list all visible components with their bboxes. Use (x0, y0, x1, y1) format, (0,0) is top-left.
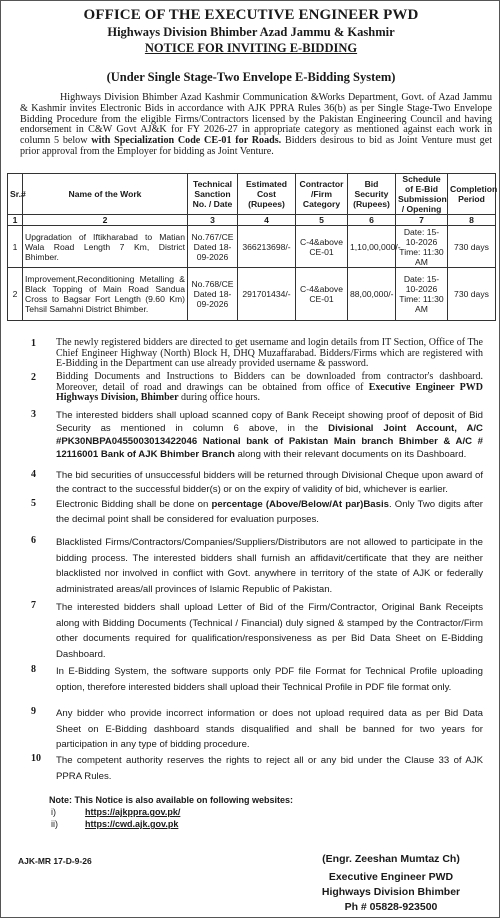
phone-number: Ph # 05828-923500 (344, 901, 438, 913)
reference-number: AJK-MR 17-D-9-26 (18, 856, 92, 866)
works-table (7, 173, 496, 321)
serial-cell: 1 (8, 226, 23, 268)
office-title: OFFICE OF THE EXECUTIVE ENGINEER PWD (83, 7, 419, 23)
table-header-row (8, 174, 496, 215)
security-cell: 88,00,000/- (348, 268, 396, 321)
header-cell: Estimated Cost (Rupees) (238, 174, 296, 215)
notice-title: NOTICE FOR INVITING E-BIDDING (144, 41, 358, 55)
header-cell: Sr.# (8, 174, 23, 215)
header-cell: Technical Sanction No. / Date (188, 174, 238, 215)
sanction-cell: No.768/CE Dated 18-09-2026 (188, 268, 238, 321)
division-title: Highways Division Bhimber Azad Jammu & Kashmir (107, 25, 395, 39)
header-cell: Bid Security (Rupees) (348, 174, 396, 215)
table-row (8, 226, 496, 268)
serial-cell: 2 (8, 268, 23, 321)
signatory-name: (Engr. Zeeshan Mumtaz Ch) (322, 853, 460, 865)
category-cell: C-4&above CE-01 (296, 226, 348, 268)
work-name-cell: Upgradation of Iftikharabad to Matian Wala Road Length 7 Km, District Bhimber. (23, 226, 188, 268)
system-subtitle: (Under Single Stage-Two Envelope E-Bidding System) (106, 70, 396, 84)
category-cell: C-4&above CE-01 (296, 268, 348, 321)
notice-page: OFFICE OF THE EXECUTIVE ENGINEER PWD Highways Division Bhimber Azad Jammu & Kashmir NOTICE FOR INVITING E-BIDDING (Under Single Stage-Two Envelope E-Bidding System) Highways Division Bhimber Azad Kashmir Communication &Works Department, Govt. of Azad Jammu & Kashmir invites Electronic Bids in accordance with AJK PPRA Rules 36(b) as per Single Stage-Two Envelope Bidding Procedure from the eligible Firms/Contractors licensed by the Pakistan Engineering Council and having endorsement in C&W Govt AJ&K for FY 2026-27 in appropriate category as mentioned against each work in column 5 below with Specialization Code CE-01 for Roads. Bidders desirous to bid as Joint Venture must get prior approval from the Employer for bidding as Joint Venture. Sr.# Name of the Work Technical Sanction No. / Date Estimated Cost (Rupees) Contractor /Firm Category Bid Security (Rupees) Schedule of E-Bid Submission / Opening Completion Period 1 2 3 4 5 6 7 8 1 Upgradation of Iftikharabad to Matian Wala Road Length 7 Km, District Bhimber. No.767/CE Dated 18-09-2026 366213698/- C-4&above CE-01 1,10,00,000/- Date: 15-10-2026 Time: 11:30 AM 730 days 2 Improvement,Reconditioning Metalling & Black Topping of Main Road Sandua Cross to Bagsar Fort Length (9.60 Km) Tehsil Samahni District Bhimber. No.768/CE Dated 18-09-2026 291701434/- C-4&above CE-01 88,00,000/- Date: 15-10-2026 Time: 11:30 AM 730 days 1 The newly registered bidders are directed to get username and login details from IT Section, Office of The Chief Engineer Highway (North) Block H, DHQ Muzaffarabad. Bidders/Firms which are registered with E-Bidding in the Department can use already provided username & password. 2 Bidding Documents and Instructions to Bidders can be downloaded from contractor's dashboard. Moreover, detail of road and drawings can be obtained from office of Executive Engineer PWD Highways Division, Bhimber during office hours. 3 The interested bidders shall upload scanned copy of Bank Receipt showing proof of deposit of Bid Security as mentioned in column 6 above, in the Divisional Joint Account, A/C #PK30NBPA0455003013422046 National bank of Pakistan Main branch Bhimber & A/C # 12116001 Bank of AJK Bhimber Branch along with their relevant documents on its Dashboard. 4 The bid securities of unsuccessful bidders will be returned through Divisional Cheque upon award of the contract to the successful bidder(s) or on the expiry of validity of bid, whichever is earlier. 5 Electronic Bidding shall be done on percentage (Above/Below/At par)Basis. Only Two digits after the decimal point shall be considered for evaluation purposes. 6 Blacklisted Firms/Contractors/Companies/Suppliers/Distributors are not allowed to participate in the bidding process. The interested bidders shall furnish an affidavit/certificate that they are neither blacklisted nor involved in conflict with Govt. anywhere in territory of the state of AJK or federally administrated areas/all provinces of Islamic Republic of Pakistan. 7 The interested bidders shall upload Letter of Bid of the Firm/Contractor, Original Bank Receipts along with Bidding Documents (Technical / Financial) duly signed & stamped by the Contractor/Firm other documents required for qualification/responsiveness as per Bid Data Sheet on E-Bidding Dashboard. 8 In E-Bidding System, the software supports only PDF file Format for Technical Profile uploading option, therefore interested bidders shall upload their Technical Profile in PDF file format only. 9 Any bidder who provide incorrect information or does not upload required data as per Bid Data Sheet on E-Bidding dashboard stands disqualified and shall be banned for two years for participation in any type of bidding procedure. 10 The competent authority reserves the rights to reject all or any bid under the Clause 33 of AJK PPRA Rules. Note: This Notice is also available on following websites: i) https://ajkppra.gov.pk/ ii) https://cwd.ajk.gov.pk AJK-MR 17-D-9-26 (Engr. Zeeshan Mumtaz Ch) Executive Engineer PWD Highways Division Bhimber Ph # 05828-923500 (0, 0, 500, 918)
work-name-cell: Improvement,Reconditioning Metalling & Black Topping of Main Road Sandua Cross to Bagsar Fort Length (9.60 Km) Tehsil Samahni District Bhimber. (23, 268, 188, 321)
website-link-row: i) https://ajkppra.gov.pk/ (51, 807, 181, 817)
cwd-link[interactable]: https://cwd.ajk.gov.pk (85, 819, 179, 829)
column-number: 5 (296, 215, 348, 226)
column-number: 7 (396, 215, 448, 226)
websites-note: Note: This Notice is also available on following websites: (49, 795, 294, 805)
website-link-row: ii) https://cwd.ajk.gov.pk (51, 819, 179, 829)
column-number: 4 (238, 215, 296, 226)
schedule-cell: Date: 15-10-2026 Time: 11:30 AM (396, 226, 448, 268)
cost-cell: 366213698/- (238, 226, 296, 268)
column-number: 2 (23, 215, 188, 226)
ajkppra-link[interactable]: https://ajkppra.gov.pk/ (85, 807, 181, 817)
column-number: 6 (348, 215, 396, 226)
column-number: 1 (8, 215, 23, 226)
period-cell: 730 days (448, 226, 496, 268)
sanction-cell: No.767/CE Dated 18-09-2026 (188, 226, 238, 268)
column-number: 3 (188, 215, 238, 226)
table-row (8, 268, 496, 321)
cost-cell: 291701434/- (238, 268, 296, 321)
signatory-designation: Executive Engineer PWD (328, 871, 454, 883)
intro-paragraph: Highways Division Bhimber Azad Kashmir Communication &Works Department, Govt. of Azad Jammu & Kashmir invites Electronic Bids in accordance with AJK PPRA Rules 36(b) as per Single Stage-Two Envelope Bidding Procedure from the eligible Firms/Contractors licensed by the Pakistan Engineering Council and having endorsement in C&W Govt AJ&K for FY 2026-27 in appropriate category as mentioned against each work in column 5 below with Specialization Code CE-01 for Roads. Bidders desirous to bid as Joint Venture must get prior approval from the Employer for bidding as Joint Venture. (20, 92, 493, 157)
header-cell: Schedule of E-Bid Submission / Opening (396, 174, 448, 215)
header-cell: Contractor /Firm Category (296, 174, 348, 215)
column-number-row (8, 215, 496, 226)
header-cell: Name of the Work (23, 174, 188, 215)
header-cell: Completion Period (448, 174, 496, 215)
column-number: 8 (448, 215, 496, 226)
schedule-cell: Date: 15-10-2026 Time: 11:30 AM (396, 268, 448, 321)
period-cell: 730 days (448, 268, 496, 321)
security-cell: 1,10,00,000/- (348, 226, 396, 268)
signatory-division: Highways Division Bhimber (321, 886, 461, 898)
